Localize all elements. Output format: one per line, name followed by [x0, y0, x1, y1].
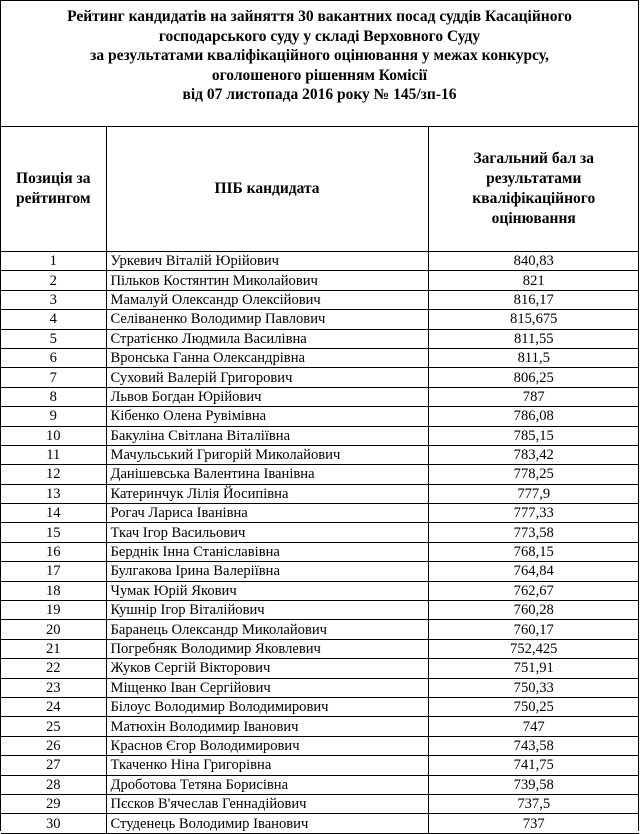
table-row: [1, 310, 639, 329]
header-position-line: рейтингом: [15, 190, 91, 207]
header-score-line: оцінювання: [491, 210, 576, 227]
score-cell: 786,08: [428, 407, 639, 426]
score-cell: 773,58: [428, 523, 639, 542]
table-row: [1, 484, 639, 503]
position-cell: 18: [1, 581, 106, 600]
header-score-line: Загальний бал за: [473, 150, 595, 167]
name-cell: Ткач Ігор Васильович: [106, 523, 428, 542]
position-cell: 13: [1, 484, 106, 503]
name-cell: Львов Богдан Юрійович: [106, 387, 428, 406]
position-cell: 2: [1, 271, 106, 290]
table-row: [1, 407, 639, 426]
table-row: [1, 523, 639, 542]
title-line: оголошеного рішенням Комісії: [211, 66, 428, 84]
name-cell: Кушнір Ігор Віталійович: [106, 601, 428, 620]
position-cell: 24: [1, 697, 106, 716]
table-header-row: [1, 127, 639, 252]
score-cell: 747: [428, 717, 639, 736]
document-title: [1, 1, 638, 127]
name-cell: Данішевська Валентина Іванівна: [106, 465, 428, 484]
score-cell: 764,84: [428, 562, 639, 581]
name-cell: Погребняк Володимир Яковлевич: [106, 639, 428, 658]
name-cell: Білоус Володимир Володимирович: [106, 697, 428, 716]
header-score-line: результатами: [486, 170, 582, 187]
score-cell: 751,91: [428, 659, 639, 678]
position-cell: 21: [1, 639, 106, 658]
score-cell: 737,5: [428, 794, 639, 813]
position-cell: 15: [1, 523, 106, 542]
table-row: [1, 348, 639, 367]
position-cell: 16: [1, 542, 106, 561]
score-cell: 816,17: [428, 290, 639, 309]
table-row: [1, 601, 639, 620]
name-cell: Кібенко Олена Рувімівна: [106, 407, 428, 426]
score-cell: 743,58: [428, 736, 639, 755]
name-cell: Рогач Лариса Іванівна: [106, 504, 428, 523]
score-cell: 752,425: [428, 639, 639, 658]
table-row: [1, 756, 639, 775]
name-cell: Жуков Сергій Вікторович: [106, 659, 428, 678]
table-row: [1, 368, 639, 387]
table-row: [1, 736, 639, 755]
position-cell: 25: [1, 717, 106, 736]
table-row: [1, 387, 639, 406]
table-row: [1, 678, 639, 697]
score-cell: 811,55: [428, 329, 639, 348]
score-cell: 785,15: [428, 426, 639, 445]
title-line: від 07 листопада 2016 року № 145/зп-16: [182, 86, 457, 104]
table-row: [1, 659, 639, 678]
name-cell: Бакуліна Світлана Віталіївна: [106, 426, 428, 445]
position-cell: 17: [1, 562, 106, 581]
name-cell: Матюхін Володимир Іванович: [106, 717, 428, 736]
score-cell: 750,25: [428, 697, 639, 716]
score-cell: 777,9: [428, 484, 639, 503]
name-cell: Селіваненко Володимир Павлович: [106, 310, 428, 329]
score-cell: 739,58: [428, 775, 639, 794]
score-cell: 811,5: [428, 348, 639, 367]
title-line: Рейтинг кандидатів на зайняття 30 вакантних посад суддів Касаційного: [67, 8, 572, 25]
position-cell: 19: [1, 601, 106, 620]
position-cell: 20: [1, 620, 106, 639]
header-score-line: кваліфікаційного: [472, 190, 596, 207]
position-cell: 1: [1, 252, 106, 271]
score-cell: 778,25: [428, 465, 639, 484]
header-score: [428, 127, 639, 252]
score-cell: 806,25: [428, 368, 639, 387]
score-cell: 750,33: [428, 678, 639, 697]
table-row: [1, 697, 639, 716]
position-cell: 27: [1, 756, 106, 775]
score-cell: 741,75: [428, 756, 639, 775]
score-cell: 840,83: [428, 252, 639, 271]
name-cell: Булгакова Ірина Валеріївна: [106, 562, 428, 581]
name-cell: Дроботова Тетяна Борисівна: [106, 775, 428, 794]
name-cell: Студенець Володимир Іванович: [106, 814, 428, 833]
table-row: [1, 794, 639, 813]
position-cell: 10: [1, 426, 106, 445]
name-cell: Уркевич Віталій Юрійович: [106, 252, 428, 271]
title-line: за результатами кваліфікаційного оцінювання у межах конкурсу,: [90, 47, 549, 65]
table-row: [1, 271, 639, 290]
name-cell: Стратієнко Людмила Василівна: [106, 329, 428, 348]
table-row: [1, 252, 639, 271]
name-cell: Пільков Костянтин Миколайович: [106, 271, 428, 290]
position-cell: 5: [1, 329, 106, 348]
table-row: [1, 562, 639, 581]
table-row: [1, 504, 639, 523]
position-cell: 8: [1, 387, 106, 406]
position-cell: 11: [1, 445, 106, 464]
position-cell: 22: [1, 659, 106, 678]
score-cell: 760,28: [428, 601, 639, 620]
position-cell: 7: [1, 368, 106, 387]
position-cell: 28: [1, 775, 106, 794]
header-name-text: ПІБ кандидата: [214, 180, 320, 197]
score-cell: 777,33: [428, 504, 639, 523]
position-cell: 9: [1, 407, 106, 426]
table-row: [1, 620, 639, 639]
table-row: [1, 581, 639, 600]
score-cell: 762,67: [428, 581, 639, 600]
table-row: [1, 814, 639, 833]
table-row: [1, 639, 639, 658]
rating-table: [1, 127, 639, 834]
score-cell: 821: [428, 271, 639, 290]
header-name: [106, 127, 428, 252]
header-position: [1, 127, 106, 252]
title-line: господарського суду у складі Верховного Суду: [158, 27, 481, 45]
position-cell: 3: [1, 290, 106, 309]
table-row: [1, 465, 639, 484]
table-row: [1, 542, 639, 561]
position-cell: 4: [1, 310, 106, 329]
table-row: [1, 329, 639, 348]
name-cell: Вронська Ганна Олександрівна: [106, 348, 428, 367]
position-cell: 26: [1, 736, 106, 755]
header-position-line: Позиція за: [16, 170, 91, 187]
name-cell: Краснов Єгор Володимирович: [106, 736, 428, 755]
position-cell: 12: [1, 465, 106, 484]
position-cell: 29: [1, 794, 106, 813]
table-row: [1, 445, 639, 464]
name-cell: Катеринчук Лілія Йосипівна: [106, 484, 428, 503]
score-cell: 760,17: [428, 620, 639, 639]
position-cell: 23: [1, 678, 106, 697]
name-cell: Міщенко Іван Сергійович: [106, 678, 428, 697]
score-cell: 783,42: [428, 445, 639, 464]
table-row: [1, 426, 639, 445]
table-row: [1, 290, 639, 309]
table-row: [1, 775, 639, 794]
name-cell: Ткаченко Ніна Григорівна: [106, 756, 428, 775]
position-cell: 6: [1, 348, 106, 367]
score-cell: 815,675: [428, 310, 639, 329]
position-cell: 30: [1, 814, 106, 833]
score-cell: 737: [428, 814, 639, 833]
name-cell: Чумак Юрій Якович: [106, 581, 428, 600]
table-row: [1, 717, 639, 736]
name-cell: Мачульський Григорій Миколайович: [106, 445, 428, 464]
name-cell: Берднік Інна Станіславівна: [106, 542, 428, 561]
score-cell: 768,15: [428, 542, 639, 561]
name-cell: Суховий Валерій Григорович: [106, 368, 428, 387]
name-cell: Мамалуй Олександр Олексійович: [106, 290, 428, 309]
name-cell: Пєсков В'ячеслав Геннадійович: [106, 794, 428, 813]
score-cell: 787: [428, 387, 639, 406]
name-cell: Баранець Олександр Миколайович: [106, 620, 428, 639]
position-cell: 14: [1, 504, 106, 523]
